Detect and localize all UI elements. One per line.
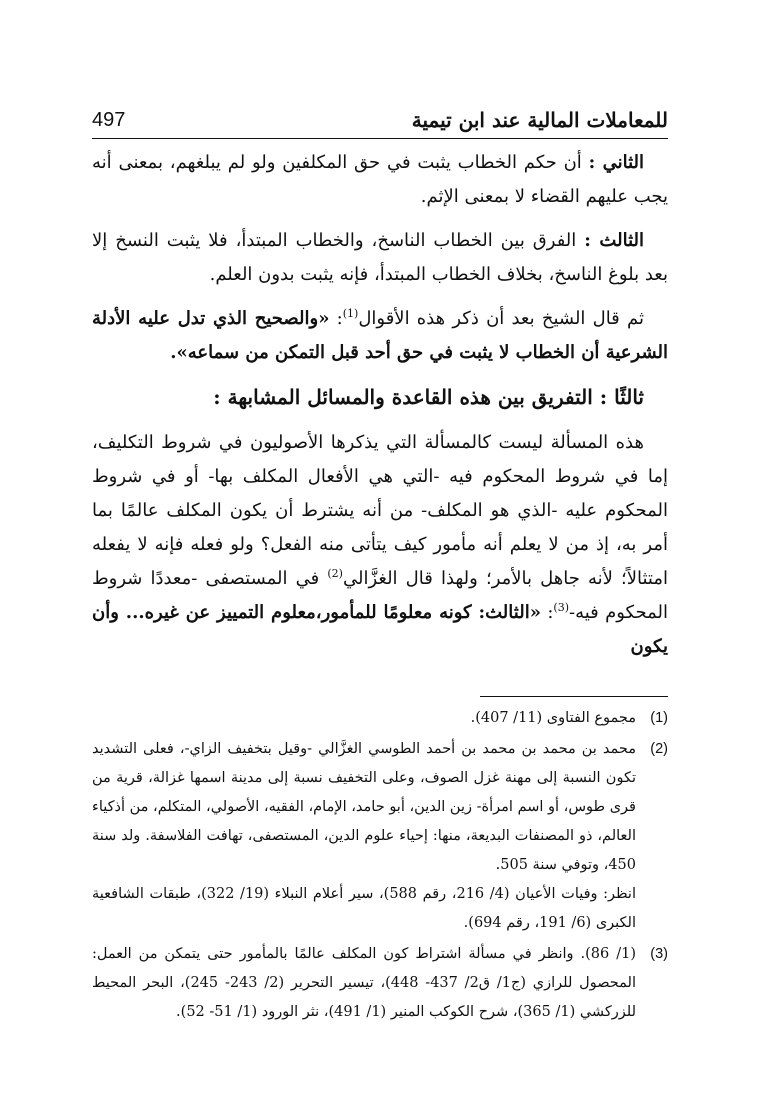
paragraph-distinction bbox=[92, 426, 668, 664]
colon: : bbox=[336, 308, 343, 329]
footnote-ref[interactable]: (1) bbox=[342, 307, 359, 320]
running-title: للمعاملات المالية عند ابن تيمية bbox=[411, 108, 668, 132]
footnote-ref[interactable]: (2) bbox=[327, 567, 343, 580]
bold-quote: «الثالث: كونه معلومًا للمأمور،معلوم التمييز عن غيره... وأن يكون bbox=[92, 602, 668, 657]
section-heading: ثالثًا : التفريق بين هذه القاعدة والمسائل المشابهة : bbox=[213, 385, 644, 409]
paragraph-third bbox=[92, 224, 668, 292]
paragraph-text: أن حكم الخطاب يثبت في حق المكلفين ولو لم يبلغهم، بمعنى أنه يجب عليهم القضاء لا بمعنى الإثم. bbox=[92, 152, 668, 207]
footnote bbox=[92, 704, 668, 733]
paragraph-label: الثالث : bbox=[584, 230, 644, 251]
header-rule bbox=[92, 138, 668, 139]
bold-quote: «والصحيح الذي تدل عليه الأدلة الشرعية أن الخطاب لا يثبت في حق أحد قبل التمكن من سماعه». bbox=[92, 308, 668, 363]
paragraph-second bbox=[92, 146, 668, 214]
paragraph-text: هذه المسألة ليست كالمسألة التي يذكرها الأصوليون في شروط التكليف، إما في شروط المحكوم فيه -التي هي الأفعال المكلف بها- أو في شروط المحكوم عليه -الذي هو المكلف- من أنه يشترط أن يكون المكلف عالمًا بما أمر به، إذ من لا يعلم أنه مأمور كيف يتأتى منه الفعل؟ ولو فعله فإنه لا يفعله امتثالاً؛ لأنه جاهل بالأمر؛ ولهذا قال الغزَّالي bbox=[92, 432, 668, 589]
footnote bbox=[92, 940, 668, 1027]
paragraph-text: في المستصفى -معددًا شروط المحكوم فيه- bbox=[92, 568, 668, 623]
paragraph-sheikh-quote bbox=[92, 302, 668, 370]
footnote-number: (1) bbox=[650, 710, 668, 726]
footnote-text: انظر: وفيات الأعيان (4/ 216، رقم 588)، سير أعلام النبلاء (19/ 322)، طبقات الشافعية الكبرى (6/ 191، رقم 694). bbox=[92, 886, 636, 931]
page-number: 497 bbox=[92, 109, 126, 131]
colon: : bbox=[547, 602, 554, 623]
paragraph-text: ثم قال الشيخ بعد أن ذكر هذه الأقوال bbox=[358, 308, 644, 329]
paragraph-text: الفرق بين الخطاب الناسخ، والخطاب المبتدأ، فلا يثبت النسخ إلا بعد بلوغ الناسخ، بخلاف الخطاب المبتدأ، فإنه يثبت بدون العلم. bbox=[92, 230, 668, 285]
footnotes bbox=[92, 704, 668, 1029]
footnote-rule bbox=[480, 696, 668, 697]
footnote-text: محمد بن محمد بن محمد بن أحمد الطوسي الغزَّالي -وقيل بتخفيف الزاي-، فعلى التشديد تكون النسبة إلى مهنة غزل الصوف، وعلى التخفيف نسبة إلى مدينة اسمها غزالة، قرية من قرى طوس، أو اسم امرأة- زين الدين، أبو حامد، الإمام، الفقيه، الأصولي، المتكلم، من أذكياء العالم، ذو المصنفات البديعة، منها: إحياء علوم الدين، المستصفى، تهافت الفلاسفة. ولد سنة 450، وتوفي سنة 505. bbox=[92, 741, 636, 873]
footnote-ref[interactable]: (3) bbox=[553, 601, 569, 614]
footnote-number: (2) bbox=[650, 741, 668, 757]
footnote-text: (1/ 86). وانظر في مسألة اشتراط كون المكلف عالمًا بالمأمور حتى يتمكن من العمل: المحصول للرازي (ج1/ ق2/ 437- 448)، تيسير التحرير (2/ 243- 245)، البحر المحيط للزركشي (1/ 365)، شرح الكوكب المنير (1/ 491)، نثر الورود (1/ 51- 52). bbox=[92, 946, 637, 1020]
footnote bbox=[92, 735, 668, 938]
footnote-text: مجموع الفتاوى (11/ 407). bbox=[470, 710, 636, 726]
running-header bbox=[92, 96, 668, 132]
main-text bbox=[92, 146, 668, 674]
paragraph-label: الثاني : bbox=[588, 152, 644, 173]
footnote-number: (3) bbox=[650, 946, 668, 962]
